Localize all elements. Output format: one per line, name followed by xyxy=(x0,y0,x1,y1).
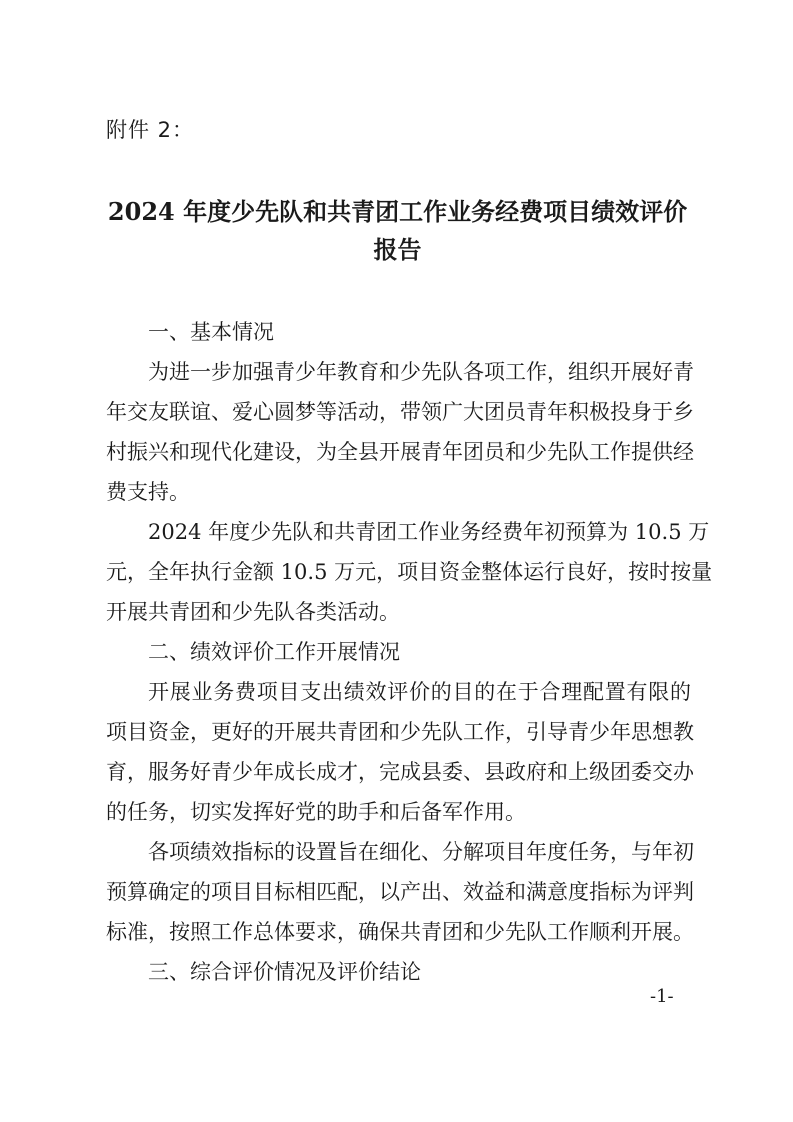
paragraph-line: 费支持。 xyxy=(106,480,190,504)
page-number: -1- xyxy=(650,986,674,1007)
paragraph-line: 开展共青团和少先队各类活动。 xyxy=(106,600,400,624)
paragraph-line: 元，全年执行金额 10.5 万元，项目资金整体运行良好，按时按量 xyxy=(106,560,713,584)
paragraph-line: 育，服务好青少年成长成才，完成县委、县政府和上级团委交办 xyxy=(106,760,694,784)
paragraph-line: 预算确定的项目目标相匹配，以产出、效益和满意度指标为评判 xyxy=(106,880,694,904)
paragraph-line: 各项绩效指标的设置旨在细化、分解项目年度任务，与年初 xyxy=(148,840,694,864)
section-heading-basic-info: 一、基本情况 xyxy=(148,320,274,344)
paragraph-line: 标准，按照工作总体要求，确保共青团和少先队工作顺利开展。 xyxy=(106,920,694,944)
report-title-line-2: 报告 xyxy=(373,235,422,264)
paragraph-line: 年交友联谊、爱心圆梦等活动，带领广大团员青年积极投身于乡 xyxy=(106,400,694,424)
paragraph-line: 开展业务费项目支出绩效评价的目的在于合理配置有限的 xyxy=(148,680,691,704)
attachment-label: 附件 2： xyxy=(106,118,195,142)
section-heading-evaluation-work: 二、绩效评价工作开展情况 xyxy=(148,640,400,664)
paragraph-line: 村振兴和现代化建设，为全县开展青年团员和少先队工作提供经 xyxy=(106,440,694,464)
paragraph-line: 为进一步加强青少年教育和少先队各项工作，组织开展好青 xyxy=(148,360,694,384)
paragraph-line: 的任务，切实发挥好党的助手和后备军作用。 xyxy=(106,800,526,824)
paragraph-line: 2024 年度少先队和共青团工作业务经费年初预算为 10.5 万 xyxy=(148,520,710,544)
section-heading-overall-evaluation: 三、综合评价情况及评价结论 xyxy=(148,960,421,984)
paragraph-line: 项目资金，更好的开展共青团和少先队工作，引导青少年思想教 xyxy=(106,720,694,744)
report-title-line-1: 2024 年度少先队和共青团工作业务经费项目绩效评价 xyxy=(107,197,688,226)
